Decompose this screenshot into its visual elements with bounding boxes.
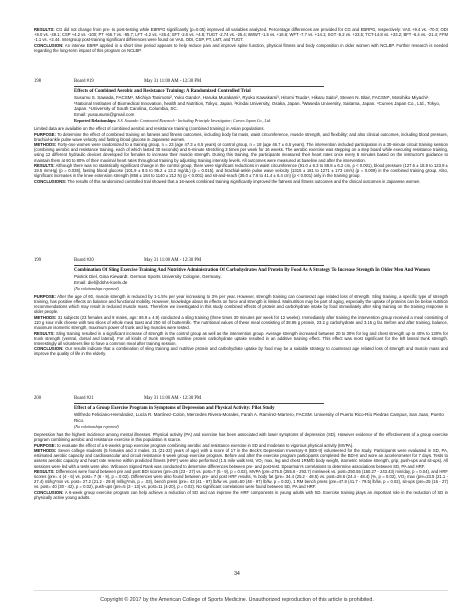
board-number: Board #19 [74, 79, 94, 84]
abstract-title: Effect of a Group Exercise Program in Symptoms of Depression and Physical Activity: Pilot Study [74, 406, 275, 412]
abstract-200 [34, 396, 448, 500]
abstract-paragraph: RESULTS: Although there was no statistically significant change in the control group, there were significant reductions in waist circumference (91.0 ± 6.3 to 89.8 ± 6.2 cm, p < 0.001), blood pressure (127.5 ± 18.9 to 123.9 ± 19.5 mmHg) (p = 0.038), fasting blood glucose (101.9 ± 8.5 to 95.2 ± 13.2 mg/dL) (p = 0.015), and brachial-ankle pulse wave velocity (1315 ± 181 to 1271 ± 173 cm/s) (p = 0.009) in the combined training group. Also, significant increases in the knee extension strength (858 ± 184 to 1140 ± 212 N) (p < 0.001) and sit-and-reach (38.0 ± 7.6 to 41.4 ± 6.4 cm) (p < 0.001) only in the training group. [34, 163, 448, 179]
divider [74, 403, 324, 404]
author-email: Email: diel@dshs-koeln.de [74, 279, 128, 285]
abstract-paragraph: CONCLUSION: A 6-week group exercise program can help achieve a reduction of SD and can improve the HRF components in young adults with SD. Exercise training plays an important role in the reduction of SD in physically active young adults. [34, 489, 448, 500]
section-keyword: RESULTS: [34, 469, 55, 475]
section-keyword: CONCLUSION: [34, 489, 64, 495]
abstract-number: 200 [34, 396, 42, 401]
copyright-notice: Copyright © 2017 by the American College of Sports Medicine. Unauthorized reproduction of this article is prohibited. [100, 597, 374, 603]
divider [74, 265, 324, 266]
section-keyword: METHODS: [34, 448, 57, 454]
abstract-paragraph: PURPOSE: to evaluate the effect of a 6-weeks group exercise program combining aerobic and resistance exercise in SD and moderate to vigorous physical activity (MVPA). [34, 442, 354, 448]
results-paragraph: RESULTS: CG did not change from pre- to post-testing while EBRPG significantly (p=0.05) improved all variables analyzed. Percentage differences are provided for CG and EBRPG, respectively: VAS +9.4 vs. -70.0; ODI +8.0 vs. -49.1; CSP +4.2 vs. -100; PT +66.7 vs. -85.7; LFT -4.2 vs. +26.4; SFT -2.6 vs. +4.8; TUGT -2.74 vs. -25.4; 6MWT -1.5 vs. +16.6; WFT -7.7 vs. +14.1; SGT -5.2 vs. +23.5; TCT-14.8 vs. +33.2; BFT -6.4 vs. -21.4; FFM -1.1 vs. +2.44. Intergroup post-training significant differences were found on VAS, ODI, CSP, PT, LMT, and TUGT. [34, 27, 448, 43]
abstract-title: Effects of Combined Aerobic and Resistance Training: A Randomized Controlled Trial [74, 89, 251, 95]
section-keyword: METHODS: [34, 314, 57, 320]
abstract-header [34, 79, 448, 85]
reported-relationships: (No relationships reported) [74, 424, 119, 429]
section-keyword: METHODS: [34, 142, 57, 148]
session-datetime: May 31 11:00 AM - 12:30 PM [144, 396, 202, 401]
divider [74, 86, 324, 87]
relationships-text: S.S. Sawada: Contracted Research - Including Principle Investigator; Curves Japan Co., Ltd. [117, 118, 272, 123]
author-email: Email: yusuusumi@gmail.com [74, 111, 135, 117]
abstract-header [34, 258, 448, 264]
section-keyword: PURPOSE: [34, 131, 56, 137]
abstract-number: 199 [34, 258, 42, 263]
abstract-paragraph: PURPOSE: To determine the effect of combined training on fatness and fitness outcomes, including body fat mass, waist circumference, muscle strength, and flexibility; and also clinical outcomes, including blood pressure, brachial-ankle pulse wave velocity and fasting blood glucose in Japanese women. [34, 131, 448, 142]
abstract-paragraph: METHODS: Forty-one women were randomized to a training group, n = 23 (age 47.3 ± 6.5 years) or control group, n = 18 (age 46.7 ± 6.5 years). The intervention included participation in a 30-minute circuit training session (combining aerobic and resistance training, each of which lasted 30 seconds) and 6-minute stretching 3 times per week for 16 weeks. The aerobic exercise was stepping on a step board while executing resistance training, using 12 different hydraulic devices developed for females to increase their muscle strength. During this training, the participants measured their heart rates once every 8 minutes based on the instructor's guidance to maintain them at 60 to 80% of their maximal heart rates throughout training by adjusting training intensity levels. All outcomes were measured at baseline and after the intervention. [34, 142, 448, 163]
author-list: Wilfredo Feliciano-Hernández, Lucía R. Martínez-Colon, Mercedes Rivera-Morales, Farah A. Ramírez-Marrero, FACSM. University of Puerto Rico-Río Piedras Campus, San Juan, Puerto Rico. [74, 412, 444, 423]
board-number: Board #20 [74, 258, 94, 263]
abstract-number: 198 [34, 79, 42, 84]
board-number: Board #21 [74, 396, 94, 401]
abstract-paragraph: RESULTS: Sling training resulted in a significant increase of strength in the control group as well as the intervention group. Average strength increased between 20 to 30% for leg and chest strength up to 40% to 130% for trunk strength (ventral, dorsal and lateral). For all kinds of trunk strength nutritive protein carbohydrate uptake resulted in an additive training effect. This effect was most significant for the left lateral trunk strength. Interestingly all volunteers like to have a common meal after training session. [34, 330, 448, 346]
previous-abstract-tail [34, 27, 448, 53]
section-keyword: RESULTS: [34, 163, 55, 169]
abstract-paragraph: PURPOSE: After the age of 60, muscle strength is reduced by 1-1.5% per year increasing to 3% per year. However, strength training can counteract age related loss of strength. Sling training, a specific type of strength training, has positive effects on balance and functional mobility. However, knowledge about its effects on force and strength is limited. Malnutrition may be part of aging, especially the uptake of proteins can be below nutrition recommendations which may result in reduced muscle mass. Therefore we investigated in this study combined effects of protein and carbohydrate intake by food immediately after sling training on the training response in older people. [34, 294, 448, 315]
abstract-paragraph: Limited data are available on the effect of combined aerobic and resistance training (combined training) in Asian populations. [34, 126, 265, 132]
abstract-paragraph: Depression has the highest incidence among mental illnesses. Physical activity (PA) and exercise has been associated with lower symptoms of depression (SD). However evidence of the effectiveness of a group exercise program combining aerobic and resistance exercise in this population is scarce. [34, 432, 448, 443]
abstract-paragraph: CONCLUSIONS: The results of this randomized controlled trial showed that a 16-week combined training significantly improved the fatness and fitness outcomes and the clinical outcomes in Japanese women. [34, 178, 421, 184]
session-datetime: May 31 11:00 AM - 12:30 PM [144, 258, 202, 263]
section-keyword: CONCLUSION: [34, 346, 64, 352]
conclusion-paragraph: CONCLUSION: An intense EBRP applied in a short time period appears to help reduce pain and improve spine function, physical fitness and body composition in older women with NCLBP. Further research is needed regarding the long-term impact of this program on NCLBP. [34, 42, 448, 53]
footer-rule [34, 590, 448, 591]
abstract-paragraph: METHODS: 31 subjects (23 females and 8 males, age: 65.9 ± 4.9) conducted a sling training (three times 30 minutes per week for 12 weeks). Immediately after training the intervention group received a meal consisting of 110 g sour milk cheese with two slices of whole meal toast and 250 ml of buttermilk. The nutritional values of these meal consisting of 38.95 g protein, 23.2 g carbohydrate and 3.15 g fat. Before and after training, balance, maximum isometric strength, maximum power of trunk and leg muscles were tested. [34, 314, 448, 331]
section-keyword: CONCLUSION: [34, 42, 64, 48]
abstract-199 [34, 258, 448, 357]
abstract-paragraph: CONCLUSION: Our results indicate that a combination of sling training and nutritive protein and carbohydrate uptake by food may be a suitable strategy to counteract age related loss of strength and muscle mass and improve the quality of life in the elderly. [34, 346, 448, 357]
section-keyword: PURPOSE: [34, 442, 56, 448]
author-list: Susumu S. Sawada, FACSM¹, Michiya Tanimoto², Yuko Gando¹, Haruka Murakami¹, Ryoko Kawakami³, Hitomi Tsuda⁴, Hikaru Saito², Steven N. Blair, FACSM⁵, Motohiko Miyachi¹. ¹National Institutes of Biomedical Innovation, health and Nutrition, Tokyo, Japan. ²Kindai University, Osaka, Japan. ³Waseda University, Saitama, Japan. ⁴Curves Japan Co., Ltd., Tokyo, Japan. ⁵University of South Carolina, Columbia, SC. [74, 95, 441, 111]
abstract-198 [34, 79, 448, 184]
abstract-header [34, 396, 448, 402]
section-keyword: CONCLUSIONS: [34, 178, 67, 184]
reported-relationships: (No relationships reported) [74, 286, 119, 291]
abstract-paragraph: METHODS: Seven college students (5 females and 2 males, 21 (21-23) years of age) with a score of 17 in the Beck's Depression Inventory-II (BDI-II) volunteered for the study. Participants were evaluated in SD, PA, estimated aerobic capacity and cardiovascular and circuit resistance 6 week group exercise program. Before and after the exercise program participants completed the BDI-II and wore an accelerometer for 7 days. Tests to assess aerobic capacity and heart rate reserve within predicted fitness (HRF) were also performed (1.5 mile walk test, VO₂ max, leg and chest 1RM/lb body weight, isometric relative strength, grip, push-ups and sit-ups). All sessions were led with a tests were also. Wilcoxon Signed Rank was conducted to determine differences between pre- and post-test. Spearman's correlations to determine associations between SD, PA and HRF. [34, 448, 448, 469]
section-keyword: RESULTS: [34, 27, 55, 32]
section-keyword: PURPOSE: [34, 294, 56, 300]
abstract-paragraph: RESULTS: Differences were found between pre and post BDI scores (pre=26 (23 - 27) vs. post=7 (5 - 9), p = 0.02), MVPA (pre=275.5 (255.6 - 293.7) min/week vs. post=250.55 (150.27 - 243.43) min/day, p = 0.04), and HRF scores (pre= 4 (4 - 6) vs. post= 7 (6 - 9), p = 0.02). Differences were also found between pre- and post HRF results, % body fat (pre= 34.4 (25.2 - 48.5) vs. post=28.8 (24.4 - 48.4) (%, p = 0.02), VO₂ max (pre=23.5 (21.1 - 27.4) ml/kg*min vs. post= 27.2 (21.2 - 29.9) ml/kg*min, p = .03), bench press (pre= 43 (41 - 87) lb/lw vs. post=50 (48 - 97) lb/lw, p = 0.02), 1 RM bench press (pre=47.8 (41.7 - 79.5) lb/lw, p = 0.02), sit-ups (pre=25 (16 - 27) vs. post= 40 (30 - 42), p = 0.02), push-ups (pre=5 (3 - 13) vs. post=11 (4-20), p = 0.02). No significant correlations were found between SD, PA and HRF. [34, 469, 448, 490]
relationships-label: Reported Relationships: [74, 118, 117, 123]
section-keyword: RESULTS: [34, 330, 55, 336]
abstract-title: Combination Of Sling Exercise Training And Nutritive Administration Of Carbohydrates And Protein By Food As A Strategy To Increase Strength In Older Men And Women [74, 268, 430, 274]
page-number: 34 [234, 571, 240, 577]
reported-relationships [74, 118, 448, 123]
author-list: Patrick Diel, Gina Kiewardt. German Sports University Cologne, Germany. [74, 274, 222, 279]
session-datetime: May 31 11:00 AM - 12:30 PM [144, 79, 202, 84]
